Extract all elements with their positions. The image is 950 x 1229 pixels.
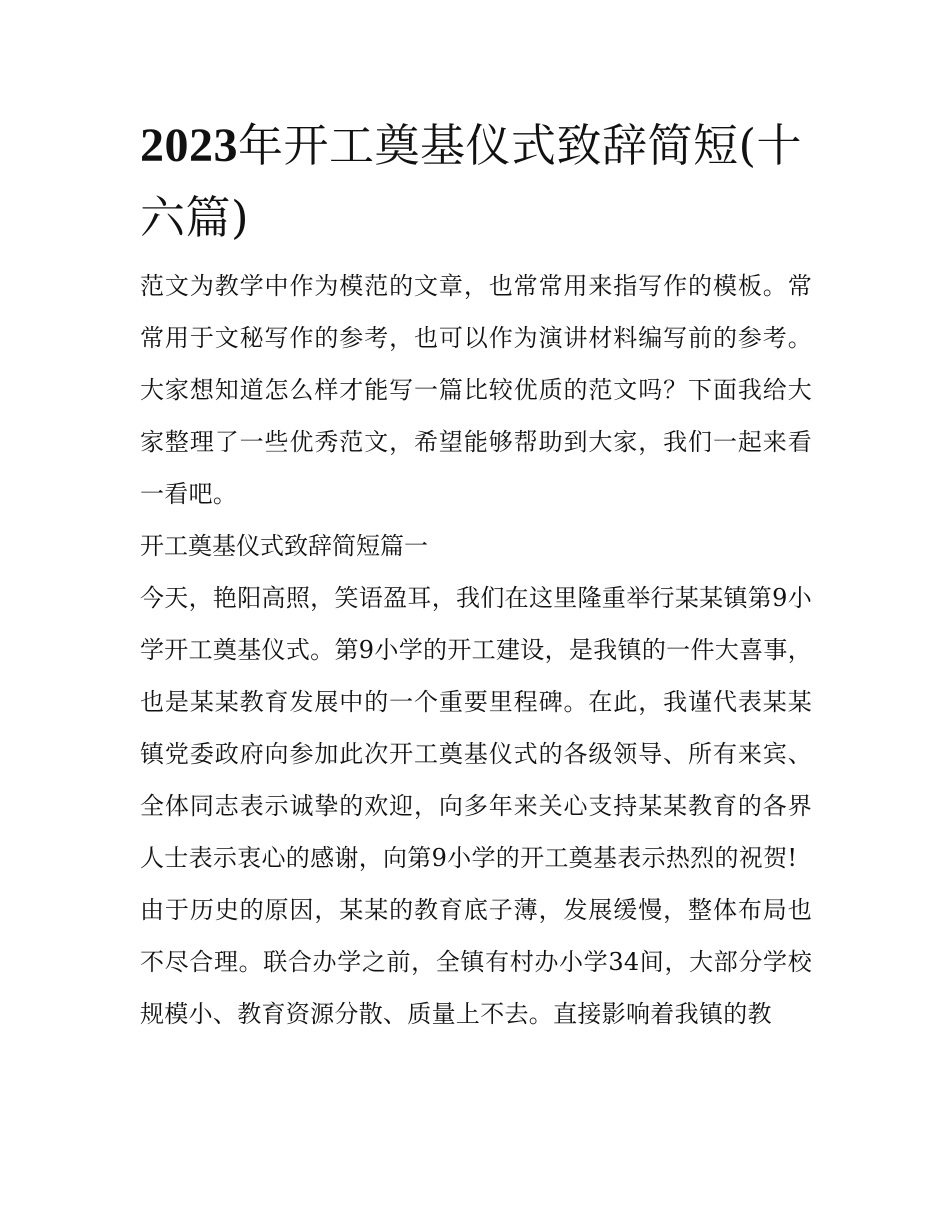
body-paragraph-1: 今天，艳阳高照，笑语盈耳，我们在这里隆重举行某某镇第9小学开工奠基仪式。第9小学的开工建设，是我镇的一件大喜事，也是某某教育发展中的一个重要里程碑。在此，我谨代表某某镇党委政府向参加此次开工奠基仪式的各级领导、所有来宾、全体同志表示诚挚的欢迎，向多年来关心支持某某教育的各界人士表示衷心的感谢，向第9小学的开工奠基表示热烈的祝贺!	[140, 584, 812, 872]
title-text: 年开工奠基仪式致辞简短(十六篇)	[140, 119, 803, 244]
body-paragraph-2: 由于历史的原因，某某的教育底子薄，发展缓慢，整体布局也不尽合理。联合办学之前，全镇有村办小学34间，大部分学校规模小、教育资源分散、质量上不去。直接影响着我镇的教	[140, 896, 812, 1028]
document-page	[140, 110, 812, 1040]
title-year: 2023	[140, 119, 238, 172]
section-heading: 开工奠基仪式致辞简短篇一	[140, 532, 428, 560]
document-title	[140, 110, 812, 254]
intro-paragraph: 范文为教学中作为模范的文章，也常常用来指写作的模板。常常用于文秘写作的参考，也可以作为演讲材料编写前的参考。大家想知道怎么样才能写一篇比较优质的范文吗？下面我给大家整理了一些优秀范文，希望能够帮助到大家，我们一起来看一看吧。	[140, 272, 812, 508]
